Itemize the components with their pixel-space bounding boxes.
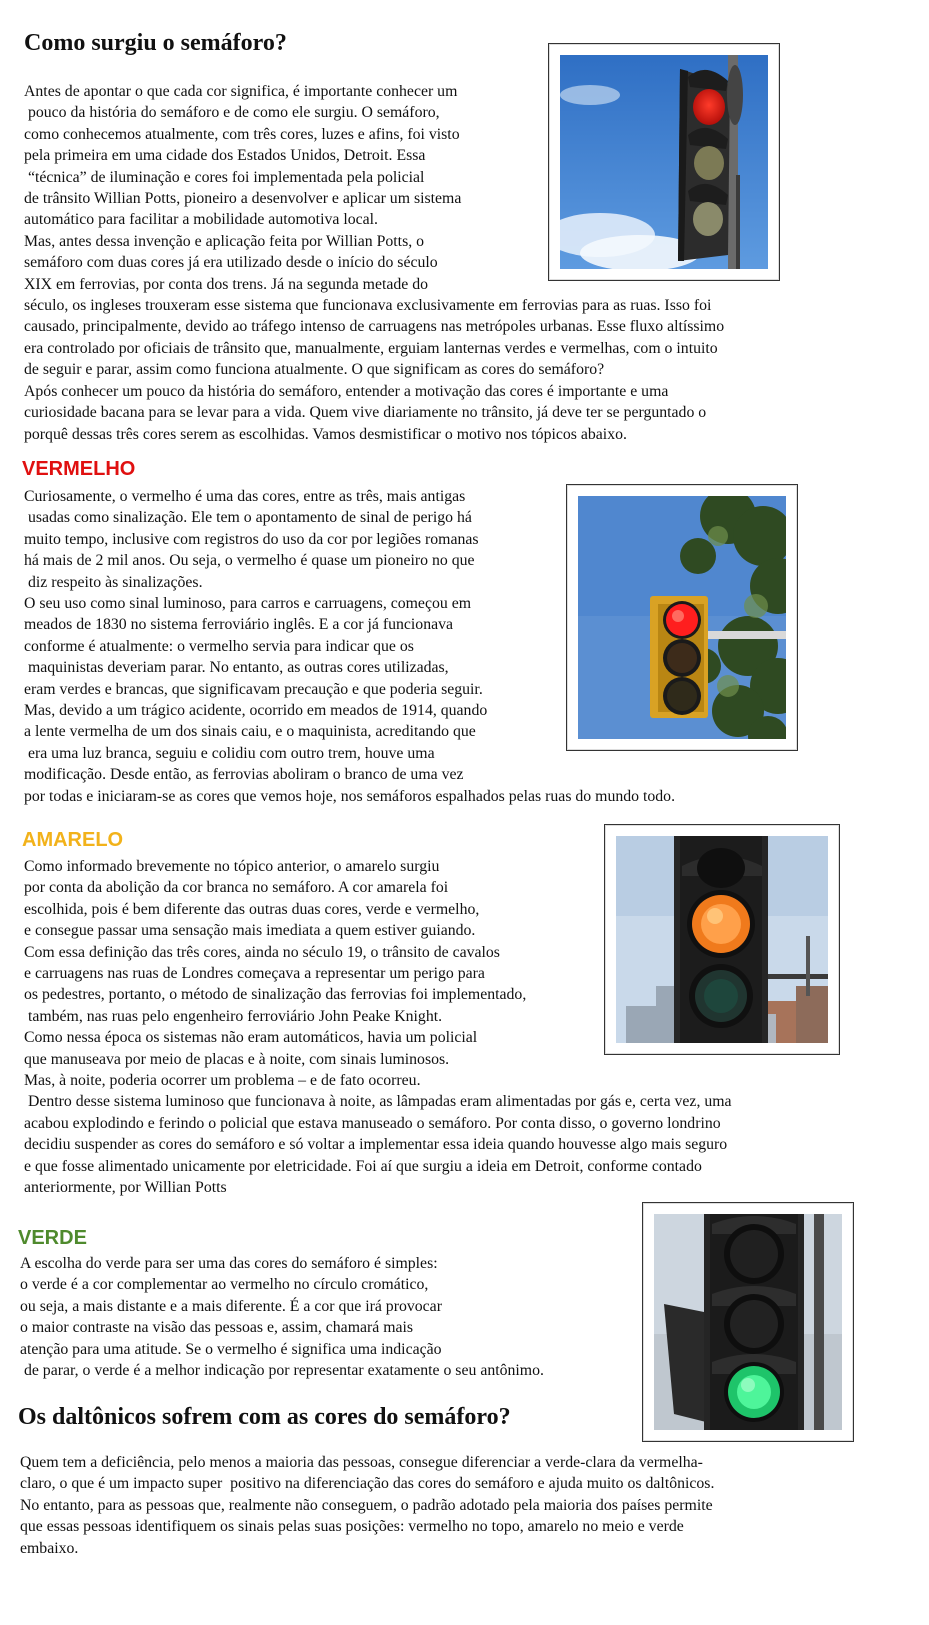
- text-line: o verde é a cor complementar ao vermelho no círculo cromático,: [20, 1276, 429, 1294]
- text-line: No entanto, para as pessoas que, realmente não conseguem, o padrão adotado pela maioria dos países permite: [20, 1496, 713, 1514]
- text-line: semáforo com duas cores já era utilizado desde o início do século: [24, 254, 438, 272]
- text-line: embaixo.: [20, 1539, 79, 1557]
- text-line: meados de 1830 no sistema ferroviário inglês. E a cor já funcionava: [24, 616, 454, 634]
- text-line: O seu uso como sinal luminoso, para carros e carruagens, começou em: [24, 595, 471, 613]
- text-line: decidiu suspender as cores do semáforo e só voltar a implementar essa ideia quando houvesse algo mais seguro: [24, 1136, 728, 1154]
- text-line: por conta da abolição da cor branca no semáforo. A cor amarela foi: [24, 879, 449, 897]
- text-line: usadas como sinalização. Ele tem o apontamento de sinal de perigo há: [24, 509, 472, 527]
- text-line: a lente vermelha de um dos sinais caiu, e o maquinista, acreditando que: [24, 723, 476, 741]
- text-line: também, nas ruas pelo engenheiro ferroviário John Peake Knight.: [24, 1007, 443, 1025]
- text-line: que manuseava por meio de placas e à noite, com sinais luminosos.: [24, 1050, 450, 1068]
- text-line: Como nessa época os sistemas não eram automáticos, havia um policial: [24, 1029, 478, 1047]
- text-line: de trânsito Willian Potts, pioneiro a desenvolver e aplicar um sistema: [24, 190, 462, 208]
- text-line: XIX em ferrovias, por conta dos trens. Já na segunda metade do: [24, 275, 429, 293]
- text-line: e consegue passar uma sensação mais imediata a quem estiver guiando.: [24, 922, 476, 940]
- text-line: conforme é atualmente: o vermelho servia para indicar que os: [24, 637, 414, 655]
- heading-daltonicos: Os daltônicos sofrem com as cores do semáforo?: [18, 1404, 511, 1430]
- text-line: “técnica” de iluminação e cores foi implementada pela policial: [24, 168, 425, 186]
- text-line: Mas, antes dessa invenção e aplicação feita por Willian Potts, o: [24, 232, 425, 250]
- text-line: atenção para uma atitude. Se o vermelho é significa uma indicação: [20, 1340, 442, 1358]
- daltonicos-paragraph: [20, 1452, 714, 1559]
- text-line: eram verdes e brancas, que significavam precaução e que poderia seguir.: [24, 680, 483, 698]
- text-line: ou seja, a mais distante e a mais diferente. É a cor que irá provocar: [20, 1297, 442, 1315]
- text-line: diz respeito às sinalizações.: [24, 573, 203, 591]
- text-line: era uma luz branca, seguiu e colidiu com outro trem, houve uma: [24, 744, 435, 762]
- traffic-light-photo-green: [642, 1202, 854, 1442]
- text-line: Com essa definição das três cores, ainda no século 19, o trânsito de cavalos: [24, 943, 500, 961]
- text-line: Curiosamente, o vermelho é uma das cores, entre as três, mais antigas: [24, 488, 466, 505]
- text-line: de seguir e parar, assim como funciona atualmente. O que significam as cores do semáforo?: [24, 361, 605, 379]
- traffic-light-photo-amber: [604, 824, 840, 1055]
- verde-paragraph: [20, 1253, 544, 1381]
- text-line: curiosidade bacana para se levar para a vida. Quem vive diariamente no trânsito, já deve ter se perguntado o: [24, 404, 707, 422]
- heading-verde: VERDE: [18, 1227, 87, 1249]
- text-line: porquê dessas três cores serem as escolhidas. Vamos desmistificar o motivo nos tópicos abaixo.: [24, 425, 627, 443]
- text-line: modificação. Desde então, as ferrovias aboliram o branco de uma vez: [24, 766, 464, 784]
- text-line: Quem tem a deficiência, pelo menos a maioria das pessoas, consegue diferenciar a verde-clara da vermelha-: [20, 1454, 703, 1471]
- text-line: que essas pessoas identifiquem os sinais pelas suas posições: vermelho no topo, amarelo no meio e verde: [20, 1518, 684, 1536]
- traffic-light-photo-red-sky: [548, 43, 780, 281]
- text-line: acabou explodindo e ferindo o policial que estava manuseado o semáforo. Por conta disso, o governo londrino: [24, 1114, 721, 1132]
- text-line: os pedestres, portanto, o método de sinalização das ferrovias foi implementado,: [24, 986, 527, 1004]
- text-line: muito tempo, inclusive com registros do uso da cor por legiões romanas: [24, 530, 479, 548]
- heading-vermelho: VERMELHO: [22, 458, 136, 480]
- text-line: há mais de 2 mil anos. Ou seja, o vermelho é quase um pioneiro no que: [24, 552, 475, 570]
- text-line: e que fosse alimentado unicamente por eletricidade. Foi aí que surgiu a ideia em Detroit, conforme contado: [24, 1157, 702, 1175]
- text-line: Mas, à noite, poderia ocorrer um problema – e de fato ocorreu.: [24, 1072, 421, 1090]
- text-line: por todas e iniciaram-se as cores que vemos hoje, nos semáforos espalhados pelas ruas do mundo todo.: [24, 787, 676, 805]
- heading-amarelo: AMARELO: [22, 829, 124, 851]
- traffic-light-photo-red-tree: [566, 484, 798, 751]
- heading-como-surgiu: Como surgiu o semáforo?: [24, 30, 287, 56]
- text-line: claro, o que é um impacto super positivo na diferenciação das cores do semáforo e ajuda muito os daltônicos.: [20, 1475, 715, 1493]
- text-line: Dentro desse sistema luminoso que funcionava à noite, as lâmpadas eram alimentadas por gás e, certa vez, uma: [24, 1093, 732, 1111]
- text-line: século, os ingleses trouxeram esse sistema que funcionava exclusivamente em ferrovias para as ruas. Isso foi: [24, 297, 712, 315]
- text-line: Como informado brevemente no tópico anterior, o amarelo surgiu: [24, 858, 440, 875]
- text-line: automático para facilitar a mobilidade automotiva local.: [24, 211, 378, 229]
- text-line: pouco da história do semáforo e de como ele surgiu. O semáforo,: [24, 104, 440, 122]
- text-line: Antes de apontar o que cada cor significa, é importante conhecer um: [24, 83, 458, 100]
- text-line: anteriormente, por Willian Potts: [24, 1179, 227, 1197]
- text-line: escolhida, pois é bem diferente das outras duas cores, verde e vermelho,: [24, 900, 480, 918]
- text-line: causado, principalmente, devido ao tráfego intenso de carruagens nas metrópoles urbanas. Esse fluxo altíssimo: [24, 318, 725, 336]
- text-line: A escolha do verde para ser uma das cores do semáforo é simples:: [20, 1255, 438, 1272]
- text-line: pela primeira em uma cidade dos Estados Unidos, Detroit. Essa: [24, 147, 426, 165]
- text-line: e carruagens nas ruas de Londres começava a representar um perigo para: [24, 965, 485, 983]
- text-line: Mas, devido a um trágico acidente, ocorrido em meados de 1914, quando: [24, 702, 488, 720]
- text-line: Após conhecer um pouco da história do semáforo, entender a motivação das cores é importante e uma: [24, 382, 669, 400]
- text-line: maquinistas deveriam parar. No entanto, as outras cores utilizadas,: [24, 659, 449, 677]
- text-line: o maior contraste na visão das pessoas e, assim, chamará mais: [20, 1319, 414, 1337]
- text-line: de parar, o verde é a melhor indicação por representar exatamente o seu antônimo.: [20, 1362, 544, 1380]
- text-line: como conhecemos atualmente, com três cores, luzes e afins, foi visto: [24, 125, 460, 143]
- text-line: era controlado por oficiais de trânsito que, manualmente, erguiam lanternas verdes e vermelhas, com o intuito: [24, 339, 718, 357]
